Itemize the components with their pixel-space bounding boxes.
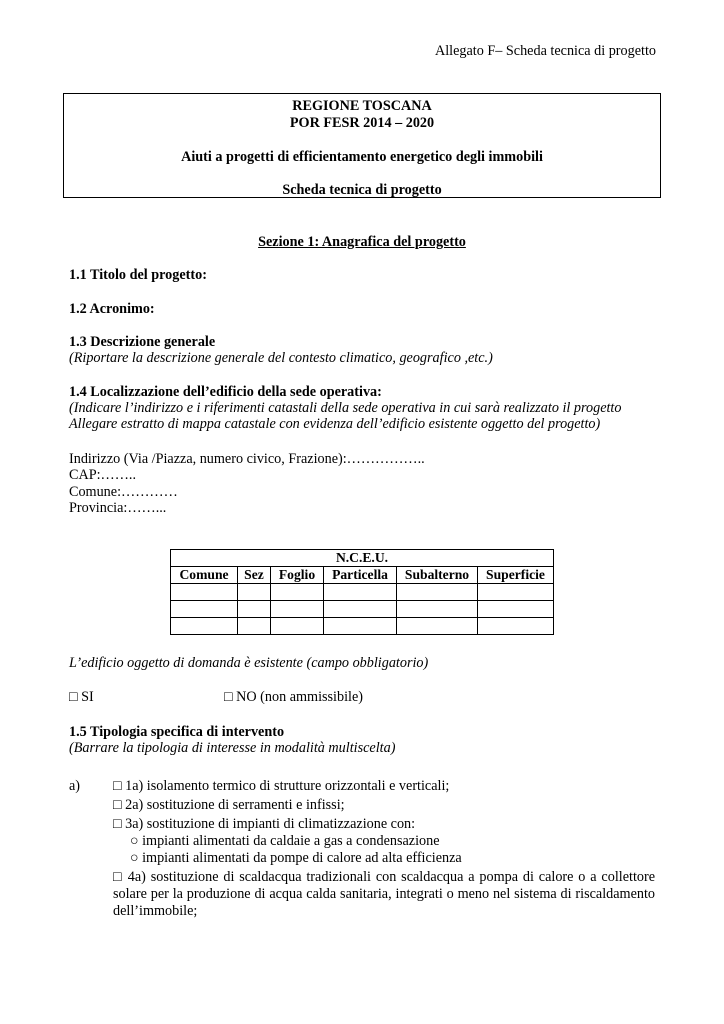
cap-field[interactable]: CAP:…….. (69, 467, 137, 483)
table-row (171, 618, 554, 635)
measure-title: Aiuti a progetti di efficientamento energetico degli immobili (181, 149, 543, 165)
table-cell[interactable] (238, 618, 271, 635)
option-3a-checkbox[interactable]: □ 3a) sostituzione di impianti di climatizzazione con: (113, 816, 416, 832)
existing-building-statement: L’edificio oggetto di domanda è esistente (campo obbligatorio) (69, 655, 429, 671)
title-box (63, 93, 661, 198)
nceu-table-title: N.C.E.U. (171, 550, 554, 567)
table-cell[interactable] (271, 601, 324, 618)
column-header-particella: Particella (324, 567, 397, 584)
table-cell[interactable] (171, 601, 238, 618)
annex-label: Allegato F– Scheda tecnica di progetto (434, 43, 656, 59)
table-cell[interactable] (478, 601, 554, 618)
field-description-label: 1.3 Descrizione generale (69, 334, 216, 350)
table-cell[interactable] (324, 601, 397, 618)
field-location-note-1: (Indicare l’indirizzo e i riferimenti catastali della sede operativa in cui sarà realizzato il progetto (69, 400, 622, 416)
table-cell[interactable] (238, 584, 271, 601)
column-header-subalterno: Subalterno (397, 567, 478, 584)
intervention-type-label: 1.5 Tipologia specifica di intervento (69, 724, 285, 740)
option-2a-checkbox[interactable]: □ 2a) sostituzione di serramenti e infissi; (113, 797, 345, 813)
table-cell[interactable] (324, 618, 397, 635)
existing-no-checkbox[interactable]: □ NO (non ammissibile) (224, 689, 364, 705)
table-row (171, 601, 554, 618)
table-row (171, 584, 554, 601)
column-header-foglio: Foglio (271, 567, 324, 584)
existing-yes-checkbox[interactable]: □ SI (69, 689, 94, 705)
field-title-label: 1.1 Titolo del progetto: (69, 267, 207, 283)
region-title: REGIONE TOSCANA (292, 98, 432, 114)
table-cell[interactable] (397, 601, 478, 618)
comune-field[interactable]: Comune:………… (69, 484, 178, 500)
column-header-superficie: Superficie (478, 567, 554, 584)
field-location-note-2: Allegare estratto di mappa catastale con evidenza dell’edificio esistente oggetto del progetto) (69, 416, 601, 432)
form-title: Scheda tecnica di progetto (282, 182, 442, 198)
address-field[interactable]: Indirizzo (Via /Piazza, numero civico, Frazione):…………….. (69, 451, 425, 467)
table-cell[interactable] (271, 584, 324, 601)
option-3a-sub-heatpump-radio[interactable]: ○ impianti alimentati da pompe di calore ad alta efficienza (130, 850, 462, 866)
provincia-field[interactable]: Provincia:……... (69, 500, 167, 516)
table-cell[interactable] (397, 584, 478, 601)
option-4a-checkbox[interactable]: □ 4a) sostituzione di scaldacqua tradizionali con scaldacqua a pompa di calore o a collettore solare per la produzione di acqua calda sanitaria, integrati o meno nel sistema di riscaldamento dell’immobile; (113, 869, 655, 919)
table-cell[interactable] (171, 618, 238, 635)
table-cell[interactable] (271, 618, 324, 635)
section-heading: Sezione 1: Anagrafica del progetto (258, 234, 466, 250)
table-cell[interactable] (171, 584, 238, 601)
option-1a-checkbox[interactable]: □ 1a) isolamento termico di strutture orizzontali e verticali; (113, 778, 450, 794)
column-header-sez: Sez (238, 567, 271, 584)
field-location-label: 1.4 Localizzazione dell’edificio della sede operativa: (69, 384, 382, 400)
table-cell[interactable] (478, 618, 554, 635)
field-description-note: (Riportare la descrizione generale del contesto climatico, geografico ,etc.) (69, 350, 493, 366)
intervention-type-note: (Barrare la tipologia di interesse in modalità multiscelta) (69, 740, 396, 756)
table-cell[interactable] (324, 584, 397, 601)
table-cell[interactable] (478, 584, 554, 601)
program-title: POR FESR 2014 – 2020 (289, 115, 435, 131)
list-letter-a: a) (69, 778, 81, 794)
option-3a-sub-gas-radio[interactable]: ○ impianti alimentati da caldaie a gas a condensazione (130, 833, 440, 849)
field-acronym-label: 1.2 Acronimo: (69, 301, 155, 317)
table-cell[interactable] (238, 601, 271, 618)
column-header-comune: Comune (171, 567, 238, 584)
table-cell[interactable] (397, 618, 478, 635)
nceu-table (170, 549, 554, 635)
